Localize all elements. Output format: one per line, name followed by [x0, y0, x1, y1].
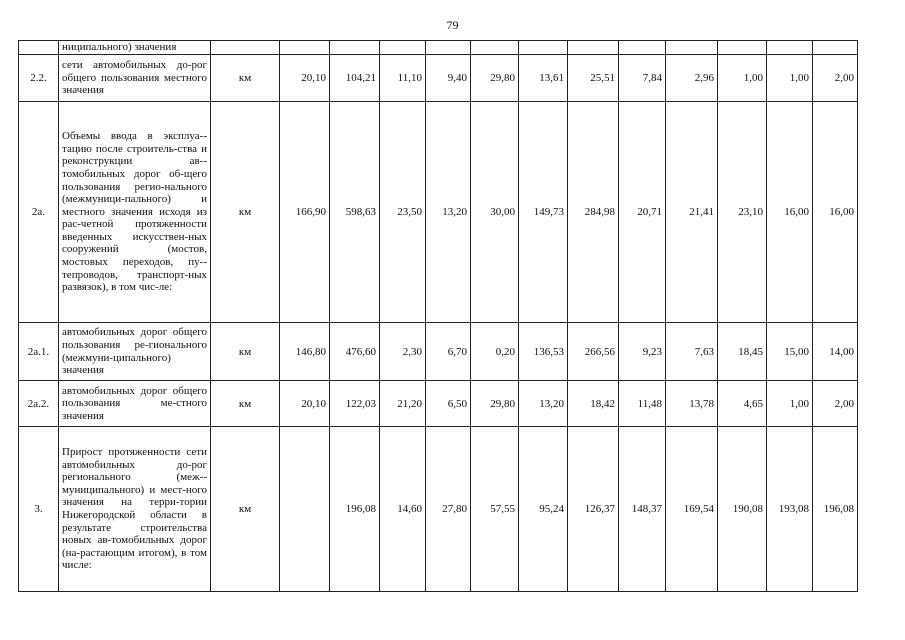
table-row [19, 41, 858, 55]
value-cell: 29,80 [471, 55, 519, 102]
value-cell: 2,00 [813, 381, 858, 427]
value-cell: 104,21 [330, 55, 380, 102]
value-cell [330, 41, 380, 55]
value-cell: 11,48 [619, 381, 666, 427]
value-cell: 27,80 [426, 427, 471, 592]
value-cell: 7,84 [619, 55, 666, 102]
value-cell [519, 41, 568, 55]
value-cell: 1,00 [718, 55, 767, 102]
table-row [19, 55, 858, 102]
value-cell: 14,00 [813, 323, 858, 381]
value-cell: 11,10 [380, 55, 426, 102]
unit-cell: км [211, 427, 280, 592]
value-cell: 13,78 [666, 381, 718, 427]
table-body [19, 41, 858, 592]
value-cell: 20,10 [280, 381, 330, 427]
value-cell: 6,70 [426, 323, 471, 381]
row-number-cell: 3. [19, 427, 59, 592]
value-cell [471, 41, 519, 55]
unit-cell: км [211, 381, 280, 427]
value-cell [718, 41, 767, 55]
row-number-cell: 2а. [19, 102, 59, 323]
unit-cell: км [211, 55, 280, 102]
value-cell [280, 427, 330, 592]
value-cell [568, 41, 619, 55]
value-cell [666, 41, 718, 55]
value-cell: 57,55 [471, 427, 519, 592]
value-cell: 16,00 [767, 102, 813, 323]
value-cell: 20,10 [280, 55, 330, 102]
value-cell: 6,50 [426, 381, 471, 427]
value-cell: 266,56 [568, 323, 619, 381]
value-cell: 4,65 [718, 381, 767, 427]
value-cell: 20,71 [619, 102, 666, 323]
value-cell [767, 41, 813, 55]
value-cell: 13,20 [519, 381, 568, 427]
value-cell: 13,61 [519, 55, 568, 102]
table-row [19, 102, 858, 323]
value-cell: 598,63 [330, 102, 380, 323]
value-cell: 2,00 [813, 55, 858, 102]
value-cell: 16,00 [813, 102, 858, 323]
unit-cell: км [211, 102, 280, 323]
row-number-cell: 2.2. [19, 55, 59, 102]
value-cell: 190,08 [718, 427, 767, 592]
value-cell: 18,45 [718, 323, 767, 381]
table-row [19, 427, 858, 592]
row-number-cell [19, 41, 59, 55]
value-cell: 30,00 [471, 102, 519, 323]
indicator-name-cell: автомобильных дорог общего пользования ре-гионального (межмуни-ципального) значения [59, 323, 211, 381]
value-cell: 476,60 [330, 323, 380, 381]
value-cell: 196,08 [330, 427, 380, 592]
value-cell: 1,00 [767, 381, 813, 427]
value-cell: 21,20 [380, 381, 426, 427]
value-cell: 14,60 [380, 427, 426, 592]
value-cell: 23,10 [718, 102, 767, 323]
value-cell: 18,42 [568, 381, 619, 427]
value-cell [380, 41, 426, 55]
row-number-cell: 2а.2. [19, 381, 59, 427]
value-cell: 1,00 [767, 55, 813, 102]
unit-cell: км [211, 323, 280, 381]
value-cell: 122,03 [330, 381, 380, 427]
value-cell [280, 41, 330, 55]
value-cell: 21,41 [666, 102, 718, 323]
page-number: 79 [446, 18, 459, 32]
unit-cell [211, 41, 280, 55]
value-cell: 2,96 [666, 55, 718, 102]
indicator-name-cell: ниципального) значения [59, 41, 211, 55]
value-cell: 29,80 [471, 381, 519, 427]
value-cell: 13,20 [426, 102, 471, 323]
value-cell: 23,50 [380, 102, 426, 323]
value-cell: 9,23 [619, 323, 666, 381]
value-cell: 15,00 [767, 323, 813, 381]
indicators-table [18, 40, 858, 592]
value-cell: 9,40 [426, 55, 471, 102]
value-cell: 169,54 [666, 427, 718, 592]
value-cell: 126,37 [568, 427, 619, 592]
indicator-name-cell: Прирост протяженности сети автомобильных до-рог регионального (меж-муниципального) и мест-ного значения на терри-тории Нижегородской области в результате строительства новых ав-томобильных дорог (на-растающим итогом), в том числе: [59, 427, 211, 592]
value-cell: 196,08 [813, 427, 858, 592]
value-cell: 193,08 [767, 427, 813, 592]
indicator-name-cell: Объемы ввода в эксплуа-тацию после строитель-ства и реконструкции ав-томобильных дорог об-щего пользования регио-нального (межмуници-пального) и местного значения исходя из рас-четной протяженности введенных искусствен-ных сооружений (мостов, мостовых переходов, пу-тепроводов, транспорт-ных развязок), в том чис-ле: [59, 102, 211, 323]
value-cell [426, 41, 471, 55]
value-cell: 146,80 [280, 323, 330, 381]
value-cell: 148,37 [619, 427, 666, 592]
value-cell: 25,51 [568, 55, 619, 102]
indicator-name-cell: автомобильных дорог общего пользования ме-стного значения [59, 381, 211, 427]
value-cell: 0,20 [471, 323, 519, 381]
value-cell: 284,98 [568, 102, 619, 323]
value-cell: 2,30 [380, 323, 426, 381]
table-row [19, 323, 858, 381]
value-cell: 136,53 [519, 323, 568, 381]
value-cell [813, 41, 858, 55]
value-cell: 7,63 [666, 323, 718, 381]
value-cell: 166,90 [280, 102, 330, 323]
value-cell: 149,73 [519, 102, 568, 323]
value-cell: 95,24 [519, 427, 568, 592]
table-row [19, 381, 858, 427]
indicator-name-cell: сети автомобильных до-рог общего пользования местного значения [59, 55, 211, 102]
row-number-cell: 2а.1. [19, 323, 59, 381]
value-cell [619, 41, 666, 55]
